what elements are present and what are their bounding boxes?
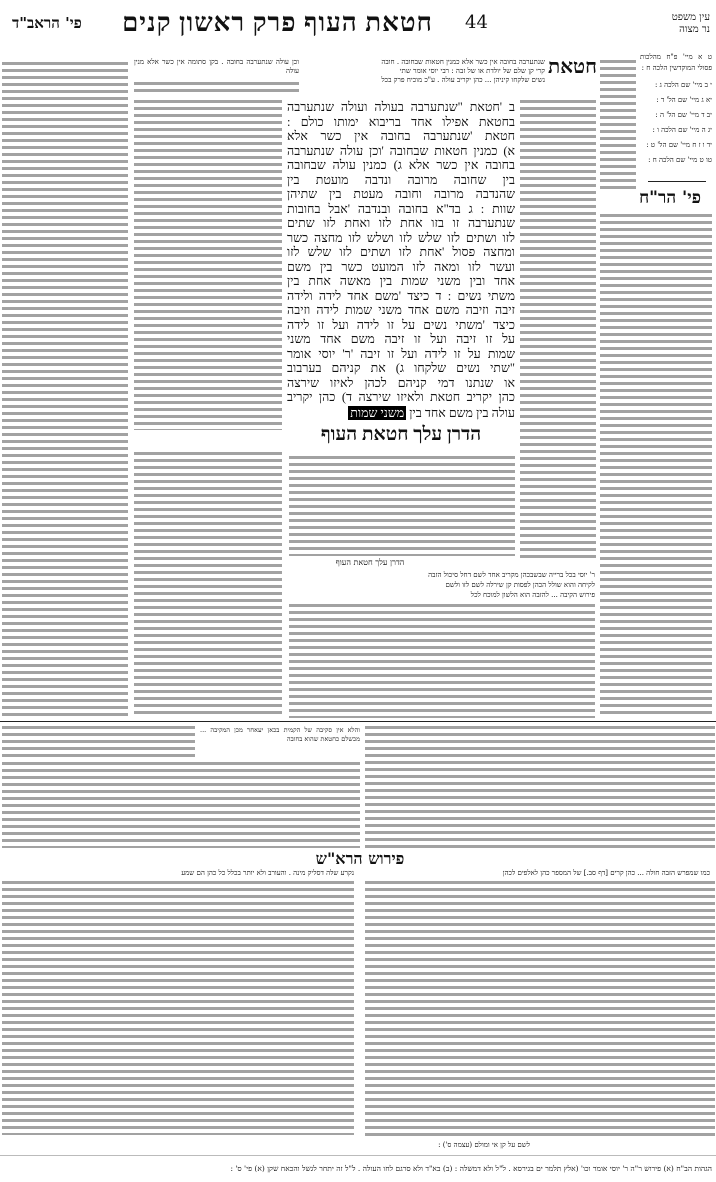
- top-text-line: נשים שלקחו קיניהן ... כהן יקריב עולה . ע"כ מוכיח פרק בכל: [381, 76, 545, 84]
- middle-commentary-lower: [289, 604, 595, 718]
- ein-mishpat-entry: יד ו ז ח מיי' שם הל' ט :: [646, 141, 712, 149]
- mishnah-line: ועשר לזו ומאה לזו המועט כשר בין משם: [287, 259, 515, 274]
- ein-mishpat-label: [650, 12, 710, 36]
- rosh-heading: פירוש הרא"ש: [315, 849, 405, 868]
- mishnah-line: א) כמנין חטאות שבחובה 'וכן עולה שנתערבה: [287, 143, 515, 158]
- mishnah-line: שמות על זו לידה ועל זו זיבה 'ר' יוסי אומר: [287, 346, 515, 361]
- mishnah-line: או שנתנו דמי קניהם לכהן לאיזו שירצה: [287, 375, 515, 390]
- footer-divider: [0, 1155, 716, 1156]
- top-text-line: קרי קן שלם של יולדת או של זבה : רבי יוסי אומר שתי: [399, 67, 545, 75]
- middle-commentary-left: [134, 452, 282, 718]
- rosh-snippet-right: כמו שמפרש הזבה חולה ... כהן קרים [דף סב.] של המספר כהן לאלפים לכהן: [502, 869, 710, 877]
- mishnah-line: "שתי נשים שלקחו ג) את קניהם בערבוב: [287, 361, 515, 375]
- boxed-phrase: משני שמות: [350, 406, 405, 420]
- mishnah-line: על זו זיבה ועל זו זיבה משם אחד משני: [287, 332, 515, 346]
- notes-snippet: והלא אין סקיבה של הקמית בכאן יעאחר מכן המקיבה ... מכשלם כחטאת שהוא בחובה: [200, 726, 360, 743]
- ein-mishpat-label-line: עין משפט: [671, 12, 710, 23]
- mishnah-line: שהנדבה מרובה וחובה מעטת בין שתיהן: [287, 187, 515, 201]
- harach-commentary-upper: [600, 60, 636, 190]
- top-lead-word: חטאת: [548, 54, 597, 78]
- mishnah-line: ב 'חטאת "שנתערבה בעולה ועולה שנתערבה: [287, 100, 515, 114]
- raavad-commentary: [2, 62, 128, 717]
- ein-mishpat-entry: טו ט מיי' שם הלכה ח :: [648, 156, 712, 164]
- middle-snippets: [289, 570, 595, 600]
- rosh-commentary-left: [2, 881, 354, 1135]
- ein-mishpat-entry: יג ה מיי' שם הלכה ו :: [652, 126, 712, 134]
- middle-snippet: פירוש הקיבה ... להזבה הוא הלשון למוכח לכל: [470, 591, 595, 599]
- page-title: חטאת העוף פרק ראשון קנים: [122, 8, 433, 37]
- ein-mishpat-entry: יב ד מיי' שם הל' ה :: [655, 111, 712, 119]
- middle-snippet: לקיחה והוא שולל הכהן לפסות קן שירלה לשם לזו ולשם: [445, 581, 595, 589]
- page-number: 44: [465, 12, 488, 33]
- top-text-left: וכן עולה שנתערבה בחובה . בקן סתומה אין כשר אלא מנין עולה: [134, 58, 299, 75]
- left-commentary: [134, 100, 282, 430]
- right-commentary: [520, 100, 596, 560]
- ein-mishpat-entry: יא ג מיי' שם הל' ד :: [656, 96, 712, 104]
- mishnah-line: שוות : ג בד"א בחובה ובנדבה 'אבל בחובות: [287, 201, 515, 216]
- mishnah-line: ומחצה פסול 'אחת לזו ושתים לזו שלש לזו: [287, 245, 515, 259]
- header-left-label: פי' הראב"ד: [12, 14, 82, 32]
- rosh-snippet-left: נקרע שלה דסליק מינה . והעורב ולא יותר בכלל כל כהן הם שמע: [181, 869, 354, 877]
- top-text-left-lines: [134, 82, 299, 96]
- mishnah-line: בין שחובה מרובה ונדבה מועטת בין: [287, 172, 515, 187]
- chapter-siyum: הדרן עלך חטאת העוף: [320, 424, 482, 445]
- harach-commentary: [600, 214, 712, 714]
- middle-commentary: [289, 456, 515, 556]
- ein-mishpat-column: [640, 52, 712, 166]
- ein-mishpat-entry: י ב מיי' שם הלכה ג :: [654, 81, 712, 89]
- harach-heading: פי' הר"ח: [639, 188, 701, 208]
- notes-block-left-top: [2, 726, 195, 758]
- mishnah-line: בחובה אין כשר אלא ג) כמנין עולה שבחובה: [287, 158, 515, 172]
- ornament-divider: [648, 181, 706, 182]
- middle-snippet: ר' יוסי בכל ברייה שבשבכהן מקריב אחד לשם דחל סיכול הזבה: [428, 571, 595, 579]
- rosh-commentary-right: [365, 881, 715, 1137]
- footer-note-above: לשם על קן אי ומולם (עצמה ס') :: [438, 1141, 530, 1149]
- mishnah-last-line-text: עולה בין משם אחד בין: [409, 406, 515, 420]
- mishnah-line: לזו ושתים לזו שלש לזו ושלש לזו מחצה כשר: [287, 230, 515, 245]
- notes-block-left: [2, 762, 360, 848]
- hagahot-habach: הגהות הב"ח (א) פירוש ר"ה ר' יוסי אומר וכו' (אלץ תלמר ים בגירסא . ל"ל ולא דמשלה : (ב) בא"ד ולא סרגם לחו העולה . ל"ל זה יתחר לגשל והכאח שקן (א) פי' ס' :: [230, 1164, 712, 1173]
- ein-mishpat-entry: ט א מיי' פ"ח מהלכות פסולי המוקדשין הלכה ח :: [640, 53, 712, 72]
- mishnah-line: אחד ובין משני שמות בין מאשה אחת בין: [287, 274, 515, 288]
- mishnah-text: [287, 100, 515, 405]
- mishnah-line: כהן יקריב חטאת ולאיזו שירצה ד) כהן יקריב: [287, 390, 515, 404]
- mishnah-line: חטאת 'שנתערבה בחובה אין כשר אלא: [287, 129, 515, 143]
- mishnah-line: זיבה וזיבה משם אחד משני שמות לידה וזיבה: [287, 303, 515, 317]
- mishnah-line: בחטאת אפילו אחד בריבוא ימותו כולם :: [287, 114, 515, 129]
- mishnah-line: כיצד 'משתי נשים על זו לידה ועל זו לידה: [287, 317, 515, 332]
- ner-mitzvah-label-line: נר מצוה: [679, 24, 710, 35]
- section-divider: [0, 721, 716, 722]
- notes-block-right: [365, 726, 715, 848]
- top-text-right: [305, 58, 545, 85]
- mishnah-last-line: [287, 406, 515, 421]
- top-text-line: שנתערבה בחובה אין כשר אלא כמנין חטאות שבחובה . חובה: [381, 58, 545, 66]
- mishnah-line: משתי נשים : ד כיצד 'משם אחד לידה ולידה: [287, 288, 515, 303]
- siyum-small: הדרן עלך חטאת העוף: [335, 558, 405, 567]
- mishnah-line: שנתערבה זו בזו אחת לזו ואחת לזו שתים: [287, 216, 515, 230]
